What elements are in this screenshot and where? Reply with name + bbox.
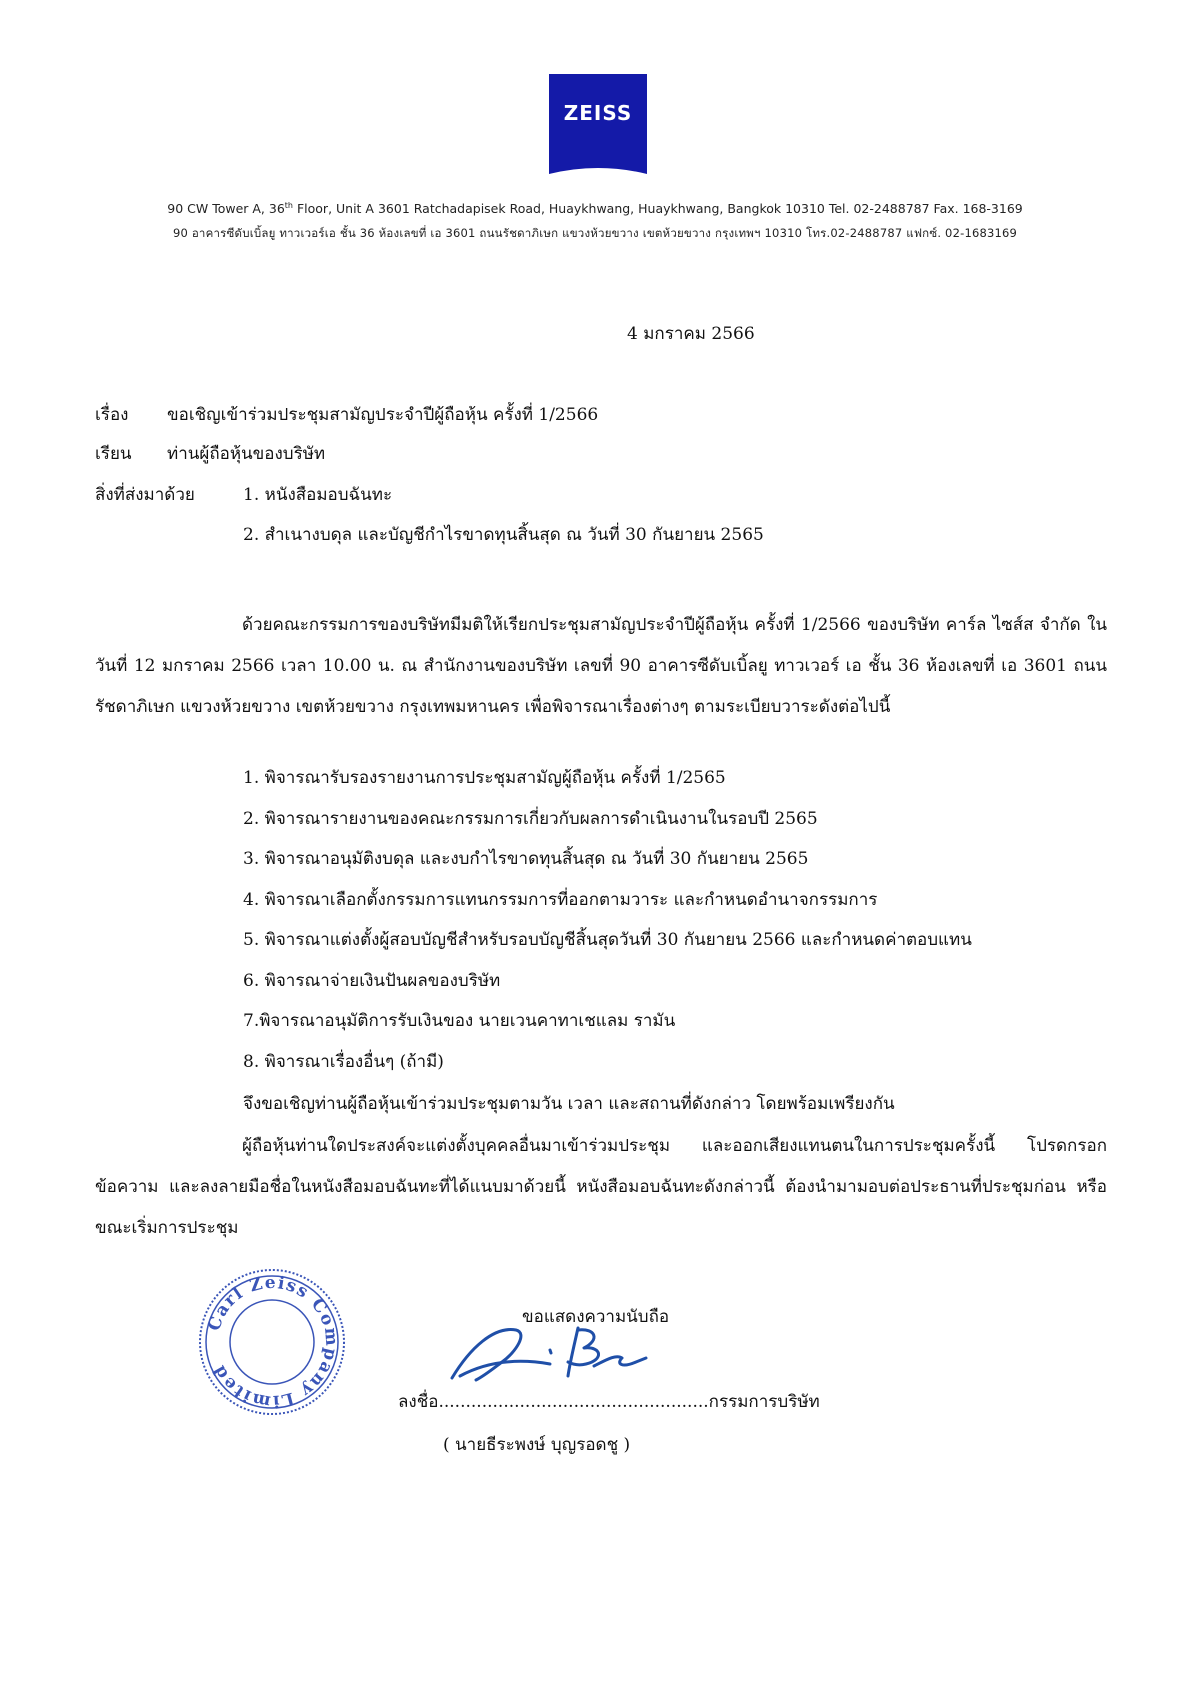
- letter-date: 4 มกราคม 2566: [627, 324, 755, 344]
- logo-text: ZEISS: [563, 101, 633, 125]
- agenda-item: 1. พิจารณารับรองรายงานการประชุมสามัญผู้ถือหุ้น ครั้งที่ 1/2565: [243, 768, 726, 788]
- proxy-paragraph: ผู้ถือหุ้นท่านใดประสงค์จะแต่งตั้งบุคคลอื่นมาเข้าร่วมประชุม และออกเสียงแทนตนในการประชุมครั้งนี้ โปรดกรอกข้อความ และลงลายมือชื่อในหนังสือมอบฉันทะที่ได้แนบมาด้วยนี้ หนังสือมอบฉันทะดังกล่าวนี้ ต้องนำมามอบต่อประธานที่ประชุมก่อน หรือขณะเริ่มการประชุม: [95, 1136, 1107, 1238]
- agenda-item: 3. พิจารณาอนุมัติงบดุล และงบกำไรขาดทุนสิ้นสุด ณ วันที่ 30 กันยายน 2565: [243, 849, 809, 869]
- closing-text: ขอแสดงความนับถือ: [522, 1307, 670, 1327]
- agenda-item: 5. พิจารณาแต่งตั้งผู้สอบบัญชีสำหรับรอบบัญชีสิ้นสุดวันที่ 30 กันยายน 2566 และกำหนดค่าตอบแทน: [243, 930, 972, 950]
- address-th: 90 อาคารซีดับเบิ้ลยู ทาวเวอร์เอ ชั้น 36 ห้องเลขที่ เอ 3601 ถนนรัชดาภิเษก แขวงห้วยขวาง เขตห้วยขวาง กรุงเทพฯ 10310 โทร.02-2488787 แฟกซ์. 02-1683169: [172, 226, 1018, 240]
- agenda-item: 8. พิจารณาเรื่องอื่นๆ (ถ้ามี): [243, 1051, 444, 1072]
- zeiss-logo: [549, 74, 647, 176]
- agenda-item: 2. พิจารณารายงานของคณะกรรมการเกี่ยวกับผลการดำเนินงานในรอบปี 2565: [243, 808, 818, 829]
- intro-paragraph: ด้วยคณะกรรมการของบริษัทมีมติให้เรียกประชุมสามัญประจำปีผู้ถือหุ้น ครั้งที่ 1/2566 ของบริษัท คาร์ล ไซส์ส จำกัด ในวันที่ 12 มกราคม 2566 เวลา 10.00 น. ณ สำนักงานของบริษัท เลขที่ 90 อาคารซีดับเบิ้ลยู ทาวเวอร์ เอ ชั้น 36 ห้องเลขที่ เอ 3601 ถนนรัชดาภิเษก แขวงห้วยขวาง เขตห้วยขวาง กรุงเทพมหานคร เพื่อพิจารณาเรื่องต่างๆ ตามระเบียบวาระดังต่อไปนี้: [95, 615, 1107, 717]
- agenda-item: 7.พิจารณาอนุมัติการรับเงินของ นายเวนคาทาเชแลม รามัน: [243, 1011, 676, 1031]
- address-en: 90 CW Tower A, 36th Floor, Unit A 3601 Ratchadapisek Road, Huaykhwang, Huaykhwang, Bangkok 10310 Tel. 02-2488787 Fax. 168-3169: [167, 201, 1023, 217]
- signature-line: [398, 1394, 820, 1411]
- signature-dots: ..................................................: [438, 1392, 709, 1412]
- company-seal: [196, 1266, 348, 1418]
- svg-text:Carl Zeiss Company Limited: Carl Zeiss Company Limited: [204, 1272, 342, 1412]
- enclosures-label: สิ่งที่ส่งมาด้วย: [95, 485, 195, 505]
- to-value: ท่านผู้ถือหุ้นของบริษัท: [167, 444, 326, 464]
- handwritten-signature: [446, 1318, 650, 1388]
- enclosure-item: 1. หนังสือมอบฉันทะ: [243, 485, 393, 505]
- signer-name: ( นายธีระพงษ์ บุญรอดชู ): [443, 1435, 631, 1455]
- signer-role: กรรมการบริษัท: [708, 1392, 820, 1412]
- agenda-list: [243, 770, 972, 1094]
- subject-value: ขอเชิญเข้าร่วมประชุมสามัญประจำปีผู้ถือหุ้น ครั้งที่ 1/2566: [167, 405, 599, 425]
- subject-label: เรื่อง: [95, 405, 129, 425]
- agenda-item: 4. พิจารณาเลือกตั้งกรรมการแทนกรรมการที่ออกตามวาระ และกำหนดอำนาจกรรมการ: [243, 889, 878, 910]
- agenda-item: 6. พิจารณาจ่ายเงินปันผลของบริษัท: [243, 970, 501, 991]
- enclosure-item: 2. สำเนางบดุล และบัญชีกำไรขาดทุนสิ้นสุด ณ วันที่ 30 กันยายน 2565: [243, 525, 764, 545]
- invite-line: จึงขอเชิญท่านผู้ถือหุ้นเข้าร่วมประชุมตามวัน เวลา และสถานที่ดังกล่าว โดยพร้อมเพรียงกัน: [243, 1094, 895, 1114]
- to-label: เรียน: [95, 444, 132, 464]
- sign-label: ลงชื่อ: [398, 1392, 439, 1412]
